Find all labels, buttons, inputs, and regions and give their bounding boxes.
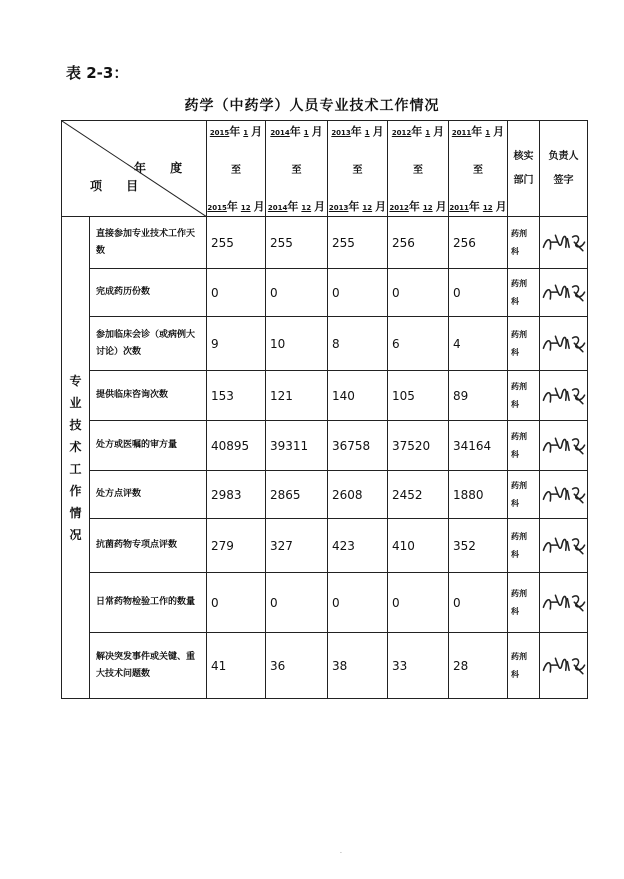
start-year: 2014 bbox=[270, 129, 290, 137]
period-start bbox=[207, 123, 265, 139]
dept-line: 药剂 bbox=[511, 329, 527, 339]
value-cell: 4 bbox=[449, 317, 508, 371]
item-label: 日常药物检验工作的数量 bbox=[90, 573, 207, 633]
value-cell: 0 bbox=[388, 269, 449, 317]
value-cell: 0 bbox=[266, 269, 328, 317]
dept-header bbox=[508, 121, 540, 217]
signature-cell bbox=[540, 471, 588, 519]
dept-cell bbox=[508, 371, 540, 421]
dept-cell bbox=[508, 269, 540, 317]
signature-cell bbox=[540, 217, 588, 269]
work-table bbox=[61, 120, 588, 699]
period-end bbox=[207, 198, 265, 214]
month-char: 月 bbox=[433, 125, 445, 138]
period-start bbox=[449, 123, 507, 139]
dept-line: 药剂 bbox=[511, 278, 527, 288]
item-label: 处方或医嘱的审方量 bbox=[90, 421, 207, 471]
end-month: 12 bbox=[482, 204, 493, 212]
value-cell: 105 bbox=[388, 371, 449, 421]
value-cell: 36 bbox=[266, 633, 328, 699]
signature-cell bbox=[540, 519, 588, 573]
end-year: 2011 bbox=[449, 204, 469, 212]
dept-cell bbox=[508, 633, 540, 699]
signature-cell bbox=[540, 573, 588, 633]
handwritten-signature bbox=[540, 329, 588, 359]
start-year: 2013 bbox=[331, 129, 351, 137]
signature-cell bbox=[540, 317, 588, 371]
table-label: 表 2-3： bbox=[66, 64, 129, 82]
table-row bbox=[62, 573, 588, 633]
signature-cell bbox=[540, 421, 588, 471]
end-month: 12 bbox=[362, 204, 373, 212]
dept-header-line: 核实 bbox=[513, 150, 534, 162]
period-start bbox=[266, 123, 327, 139]
value-cell: 40895 bbox=[207, 421, 266, 471]
month-char: 月 bbox=[311, 125, 323, 138]
dept-line: 科 bbox=[511, 347, 519, 357]
start-year: 2015 bbox=[209, 129, 230, 137]
table-row bbox=[62, 217, 588, 269]
value-cell: 10 bbox=[266, 317, 328, 371]
end-month: 12 bbox=[240, 204, 251, 212]
end-month: 12 bbox=[422, 204, 433, 212]
value-cell: 6 bbox=[388, 317, 449, 371]
start-month: 1 bbox=[243, 129, 249, 137]
value-cell: 153 bbox=[207, 371, 266, 421]
value-cell: 255 bbox=[207, 217, 266, 269]
table-row bbox=[62, 371, 588, 421]
value-cell: 327 bbox=[266, 519, 328, 573]
period-start bbox=[328, 123, 387, 139]
period-header bbox=[207, 121, 266, 217]
item-label: 处方点评数 bbox=[90, 471, 207, 519]
year-char: 年 bbox=[287, 200, 299, 213]
value-cell: 39311 bbox=[266, 421, 328, 471]
month-char: 月 bbox=[495, 200, 507, 213]
end-month: 12 bbox=[301, 204, 312, 212]
value-cell: 38 bbox=[328, 633, 388, 699]
period-end bbox=[266, 198, 327, 214]
dept-line: 科 bbox=[511, 669, 519, 679]
item-label: 直接参加专业技术工作天数 bbox=[90, 217, 207, 269]
period-header bbox=[328, 121, 388, 217]
value-cell: 0 bbox=[449, 269, 508, 317]
value-cell: 140 bbox=[328, 371, 388, 421]
category-char: 专 bbox=[69, 373, 82, 388]
dept-cell bbox=[508, 471, 540, 519]
item-label: 提供临床咨询次数 bbox=[90, 371, 207, 421]
value-cell: 89 bbox=[449, 371, 508, 421]
value-cell: 256 bbox=[449, 217, 508, 269]
value-cell: 8 bbox=[328, 317, 388, 371]
value-cell: 0 bbox=[328, 573, 388, 633]
corner-item-label: 项 目 bbox=[90, 179, 149, 193]
value-cell: 0 bbox=[328, 269, 388, 317]
year-char: 年 bbox=[408, 200, 420, 213]
header-row bbox=[62, 121, 588, 217]
value-cell: 410 bbox=[388, 519, 449, 573]
signer-header bbox=[540, 121, 588, 217]
page-title: 药学（中药学）人员专业技术工作情况 bbox=[184, 98, 440, 114]
item-label: 参加临床会诊（或病例大讨论）次数 bbox=[90, 317, 207, 371]
dept-line: 药剂 bbox=[511, 588, 527, 598]
start-month: 1 bbox=[364, 129, 370, 137]
value-cell: 37520 bbox=[388, 421, 449, 471]
period-to: 至 bbox=[413, 165, 423, 176]
period-to: 至 bbox=[291, 165, 302, 176]
value-cell: 279 bbox=[207, 519, 266, 573]
year-char: 年 bbox=[229, 125, 241, 138]
value-cell: 121 bbox=[266, 371, 328, 421]
category-char: 术 bbox=[69, 439, 82, 454]
value-cell: 41 bbox=[207, 633, 266, 699]
month-char: 月 bbox=[375, 200, 387, 213]
period-header bbox=[266, 121, 328, 217]
category-char: 情 bbox=[69, 505, 82, 520]
handwritten-signature bbox=[540, 480, 588, 510]
dept-line: 药剂 bbox=[511, 480, 527, 490]
handwritten-signature bbox=[540, 381, 588, 411]
start-month: 1 bbox=[303, 129, 309, 137]
month-char: 月 bbox=[435, 200, 447, 213]
value-cell: 1880 bbox=[449, 471, 508, 519]
period-to: 至 bbox=[473, 165, 483, 176]
month-char: 月 bbox=[314, 200, 326, 213]
value-cell: 0 bbox=[207, 269, 266, 317]
start-year: 2012 bbox=[391, 129, 412, 137]
dept-cell bbox=[508, 217, 540, 269]
item-label: 完成药历份数 bbox=[90, 269, 207, 317]
dept-line: 科 bbox=[511, 449, 519, 459]
table-row bbox=[62, 421, 588, 471]
dept-line: 科 bbox=[511, 296, 519, 306]
year-char: 年 bbox=[471, 125, 483, 138]
dept-line: 科 bbox=[511, 549, 519, 559]
period-header bbox=[388, 121, 449, 217]
category-char: 技 bbox=[69, 417, 82, 432]
year-char: 年 bbox=[226, 200, 238, 213]
corner-cell bbox=[62, 121, 207, 217]
year-char: 年 bbox=[289, 125, 301, 138]
value-cell: 36758 bbox=[328, 421, 388, 471]
table-row bbox=[62, 471, 588, 519]
period-to: 至 bbox=[231, 165, 241, 176]
value-cell: 0 bbox=[207, 573, 266, 633]
dept-line: 科 bbox=[511, 246, 519, 256]
period-end bbox=[328, 198, 387, 214]
year-char: 年 bbox=[411, 125, 423, 138]
month-char: 月 bbox=[251, 125, 263, 138]
start-year: 2011 bbox=[451, 129, 472, 137]
value-cell: 256 bbox=[388, 217, 449, 269]
value-cell: 9 bbox=[207, 317, 266, 371]
dept-cell bbox=[508, 573, 540, 633]
year-char: 年 bbox=[348, 200, 360, 213]
end-year: 2015 bbox=[207, 204, 227, 212]
dept-line: 科 bbox=[511, 399, 519, 409]
end-year: 2013 bbox=[328, 204, 349, 212]
dept-line: 药剂 bbox=[511, 531, 527, 541]
signature-cell bbox=[540, 269, 588, 317]
category-cell bbox=[62, 217, 90, 699]
value-cell: 255 bbox=[266, 217, 328, 269]
value-cell: 2452 bbox=[388, 471, 449, 519]
period-start bbox=[388, 123, 448, 139]
signature-cell bbox=[540, 371, 588, 421]
period-to: 至 bbox=[352, 165, 363, 176]
signer-header-line: 负责人 bbox=[548, 150, 579, 162]
value-cell: 423 bbox=[328, 519, 388, 573]
value-cell: 0 bbox=[388, 573, 449, 633]
page-dot: · bbox=[340, 850, 342, 857]
period-end bbox=[449, 198, 507, 214]
month-char: 月 bbox=[372, 125, 384, 138]
end-year: 2012 bbox=[389, 204, 409, 212]
value-cell: 255 bbox=[328, 217, 388, 269]
category-char: 况 bbox=[69, 527, 82, 542]
dept-line: 药剂 bbox=[511, 651, 527, 661]
value-cell: 28 bbox=[449, 633, 508, 699]
signature-cell bbox=[540, 633, 588, 699]
item-label: 解决突发事件或关键、重大技术问题数 bbox=[90, 633, 207, 699]
category-char: 作 bbox=[69, 483, 82, 498]
table-row bbox=[62, 269, 588, 317]
category-char: 业 bbox=[69, 395, 82, 410]
dept-line: 药剂 bbox=[511, 431, 527, 441]
dept-cell bbox=[508, 519, 540, 573]
year-char: 年 bbox=[468, 200, 480, 213]
handwritten-signature bbox=[540, 431, 588, 461]
period-header bbox=[449, 121, 508, 217]
end-year: 2014 bbox=[267, 204, 288, 212]
value-cell: 34164 bbox=[449, 421, 508, 471]
value-cell: 0 bbox=[266, 573, 328, 633]
dept-header-line: 部门 bbox=[513, 174, 534, 186]
signer-header-line: 签字 bbox=[553, 174, 574, 186]
value-cell: 2865 bbox=[266, 471, 328, 519]
item-label: 抗菌药物专项点评数 bbox=[90, 519, 207, 573]
value-cell: 352 bbox=[449, 519, 508, 573]
table-row bbox=[62, 519, 588, 573]
month-char: 月 bbox=[253, 200, 265, 213]
dept-cell bbox=[508, 421, 540, 471]
start-month: 1 bbox=[485, 129, 491, 137]
dept-cell bbox=[508, 317, 540, 371]
value-cell: 2983 bbox=[207, 471, 266, 519]
handwritten-signature bbox=[540, 278, 588, 308]
handwritten-signature bbox=[540, 531, 588, 561]
dept-line: 科 bbox=[511, 606, 519, 616]
dept-line: 药剂 bbox=[511, 228, 527, 238]
month-char: 月 bbox=[493, 125, 505, 138]
table-row bbox=[62, 633, 588, 699]
handwritten-signature bbox=[540, 228, 588, 258]
value-cell: 0 bbox=[449, 573, 508, 633]
category-char: 工 bbox=[69, 461, 82, 476]
year-char: 年 bbox=[350, 125, 362, 138]
start-month: 1 bbox=[425, 129, 431, 137]
handwritten-signature bbox=[540, 651, 588, 681]
dept-line: 科 bbox=[511, 498, 519, 508]
value-cell: 2608 bbox=[328, 471, 388, 519]
table-row bbox=[62, 317, 588, 371]
value-cell: 33 bbox=[388, 633, 449, 699]
dept-line: 药剂 bbox=[511, 381, 527, 391]
period-end bbox=[388, 198, 448, 214]
corner-year-label: 年 度 bbox=[134, 161, 193, 175]
handwritten-signature bbox=[540, 588, 588, 618]
